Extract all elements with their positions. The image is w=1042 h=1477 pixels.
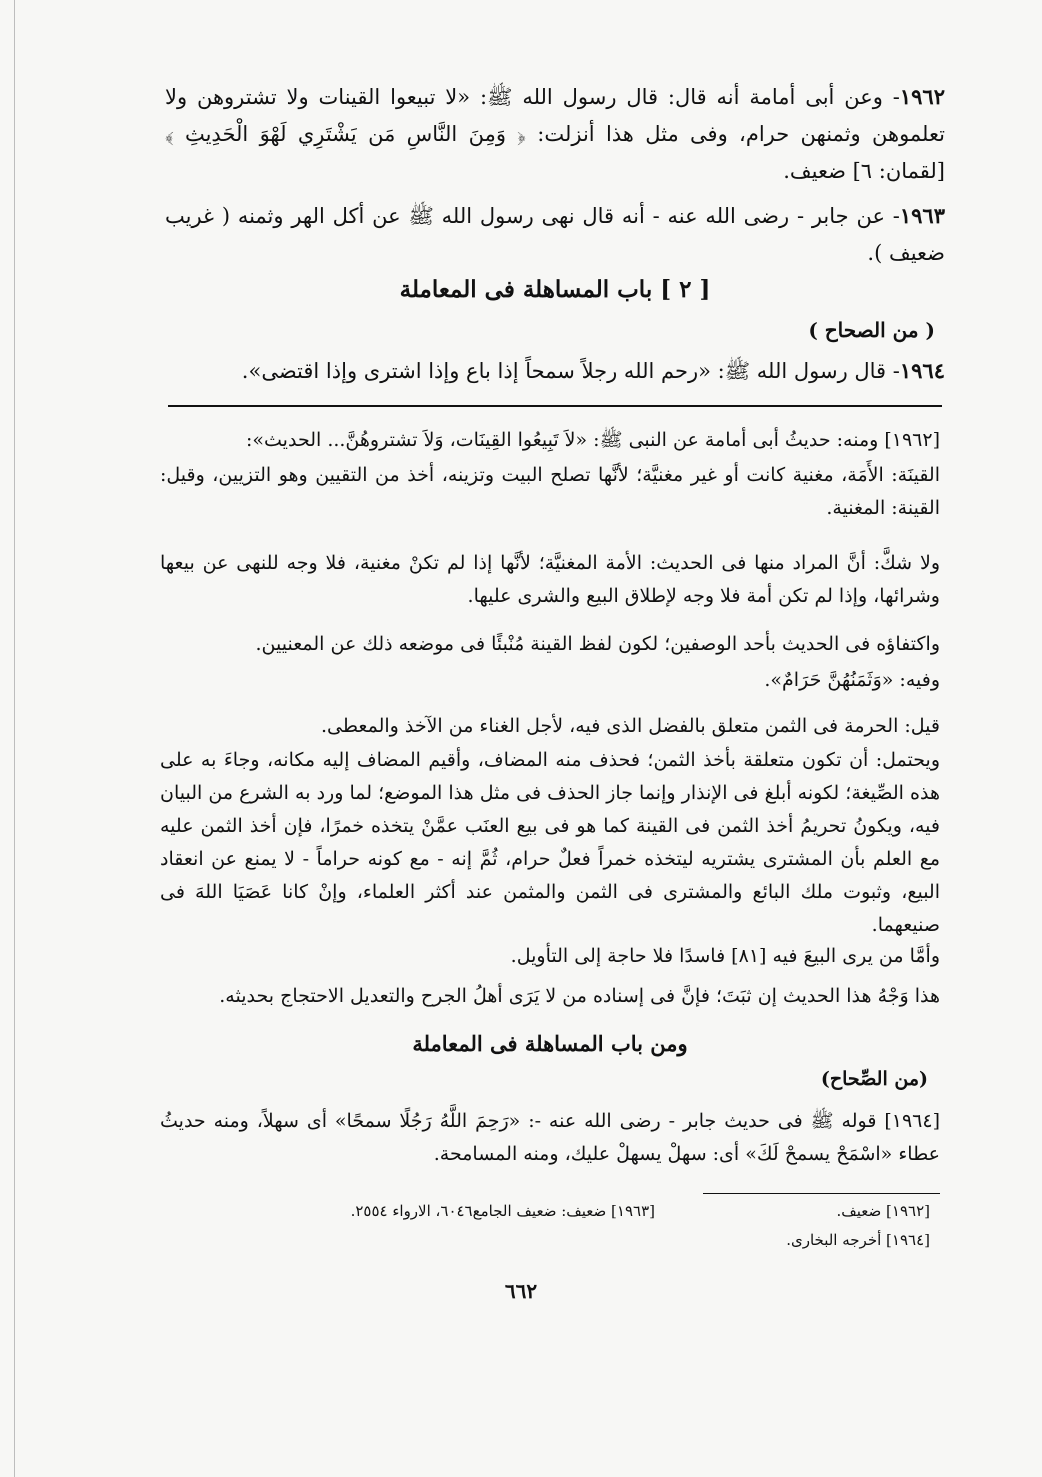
commentary-p1: [١٩٦٢] ومنه: حديثُ أبى أمامة عن النبى ﷺ: «لاَ تَبِيعُوا القِينَات، وَلاَ تشتروهُنَّ... الحديث»: xyxy=(246,429,940,451)
hadith-1963 xyxy=(165,197,945,272)
commentary-p9: هذا وَجْهُ هذا الحديث إن ثبَتَ؛ فإنَّ فى إسناده من لا يَرَى أهلُ الجرح والتعديل الاحتجاج بحديثه. xyxy=(219,985,940,1007)
footnote-rule xyxy=(703,1193,940,1194)
page-number: ٦٦٢ xyxy=(504,1279,538,1303)
commentary-p6: قيل: الحرمة فى الثمن متعلق بالفضل الذى فيه، لأجل الغناء من الآخذ والمعطى. xyxy=(320,715,940,737)
commentary-p2: القينَة: الأَمَة، مغنية كانت أو غير مغنيَّة؛ لأنَّها تصلح البيت وتزينه، أخذ من التقيين وهو التزيين، وقيل: القينة: المغنية. xyxy=(160,464,940,519)
hadith-text: - عن جابر - رضى الله عنه - أنه قال نهى رسول الله ﷺ عن أكل الهر وثمنه ( غريب ضعيف ). xyxy=(165,204,945,265)
section-sihah-label: ( من الصحاح ) xyxy=(808,318,935,342)
footnote-1963: [١٩٦٣] ضعيف: ضعيف الجامع٦٠٤٦، الارواء ٢٥٥٤. xyxy=(350,1202,655,1220)
sub-chapter-title: ومن باب المساهلة فى المعاملة xyxy=(412,1031,688,1056)
hadith-number: ١٩٦٤ xyxy=(899,358,945,383)
scan-edge-line xyxy=(14,0,15,1477)
hadith-number: ١٩٦٢ xyxy=(899,84,945,109)
chapter-title: [ ٢ ] باب المساهلة فى المعاملة xyxy=(399,276,711,303)
hadith-number: ١٩٦٣ xyxy=(899,203,945,228)
hadith-text: - قال رسول الله ﷺ: «رحم الله رجلاً سمحاً إذا باع وإذا اشترى وإذا اقتضى». xyxy=(241,359,900,383)
commentary-p3: ولا شكَّ: أنَّ المراد منها فى الحديث: الأمة المغنيَّة؛ لأنَّها إذا لم تكنْ مغنية، فلا وجه للنهى عن بيعها وشرائها، وإذا لم تكن أمة فلا وجه لإطلاق البيع والشرى عليها. xyxy=(160,552,940,607)
hadith-text: - وعن أبى أمامة أنه قال: قال رسول الله ﷺ: «لا تبيعوا القينات ولا تشتروهن ولا تعلموهن وثمنهن حرام، وفى مثل هذا أنزلت: ﴿ وَمِنَ النَّاسِ مَن يَشْتَرِي لَهْوَ الْحَدِيثِ ﴾[لقمان: ٦] ضعيف. xyxy=(165,85,945,183)
separator-rule xyxy=(168,405,942,407)
footnote-1962: [١٩٦٢] ضعيف. xyxy=(836,1202,930,1220)
commentary-p5: وفيه: «وَثَمَنُهُنَّ حَرَامٌ». xyxy=(764,669,940,691)
commentary-p8: وأمَّا من يرى البيعَ فيه [٨١] فاسدًا فلا حاجة إلى التأويل. xyxy=(510,945,940,967)
hadith-1964 xyxy=(165,352,945,390)
footnote-1964: [١٩٦٤] أخرجه البخارى. xyxy=(786,1231,930,1249)
commentary-p10: [١٩٦٤] قوله ﷺ فى حديث جابر - رضى الله عنه -: «رَحِمَ اللَّهُ رَجُلًا سمحًا» أى سهلاً، ومنه حديثُ عطاء «اسْمَحْ يسمحْ لَكَ» أى: سهلْ يسهلْ عليك، ومنه المسامحة. xyxy=(160,1110,940,1165)
hadith-1962 xyxy=(165,78,945,190)
commentary-p7: ويحتمل: أن تكون متعلقة بأخذ الثمن؛ فحذف منه المضاف، وأقيم المضاف إليه مكانه، وجاءَ به على هذه الصِّيغة؛ لكونه أبلغ فى الإنذار وإنما جاز الحذف فى مثل هذا الموضع؛ لما ورد به الشرع من البيان فيه، ويكونُ تحريمُ أخذ الثمن فى القينة كما هو فى بيع العنَب عمَّنْ يتخذه خمرًا، فإن أخذ الثمن عليه مع العلم بأن المشترى يشتريه ليتخذه خمراً فعلٌ حرام، ثُمَّ إنه - مع كونه حراماً - لا يمنع عن انعقاد البيع، وثبوت ملك البائع والمشترى فى الثمن والمثمن عند أكثر العلماء، وإنْ كانا عَصَيَا اللهَ فى صنيعهما. xyxy=(160,749,940,936)
commentary-p4: واكتفاؤه فى الحديث بأحد الوصفين؛ لكون لفظ القينة مُنْبئًا فى موضعه ذلك عن المعنيين. xyxy=(255,633,940,655)
sub-section-sihah-label: (من الصِّحاح) xyxy=(820,1068,928,1090)
